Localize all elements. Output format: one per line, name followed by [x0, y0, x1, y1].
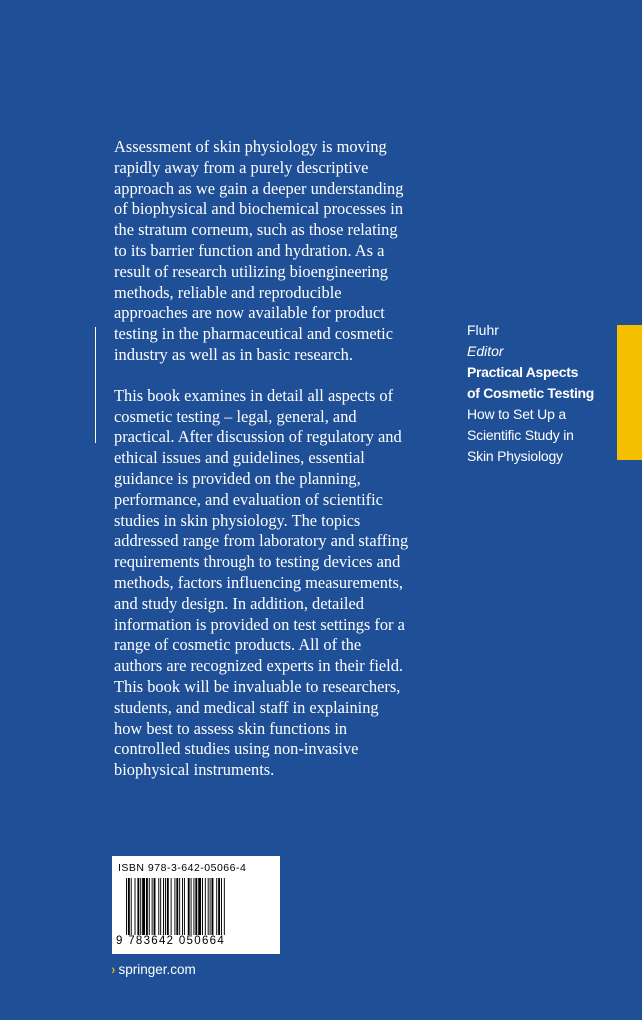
blurb-line: to its barrier function and hydration. As a [114, 240, 385, 260]
blurb-line: guidance is provided on the planning, [114, 468, 361, 488]
blurb-line: requirements through to testing devices and [114, 552, 401, 572]
blurb-line: how best to assess skin functions in [114, 718, 348, 738]
publisher-url: springer.com [118, 962, 196, 977]
vertical-divider [95, 327, 96, 443]
isbn-label: ISBN 978-3-642-05066-4 [118, 862, 247, 874]
blurb-line: approaches are now available for product [114, 303, 385, 323]
blurb-line: range of cosmetic products. All of the [114, 635, 362, 655]
chevron-right-icon: › [111, 962, 116, 977]
blurb-paragraph-2 [114, 386, 444, 781]
blurb-line: cosmetic testing – legal, general, and [114, 406, 357, 426]
book-subtitle-line-3: Skin Physiology [467, 448, 563, 464]
accent-tab [617, 325, 642, 460]
blurb-line: performance, and evaluation of scientific [114, 489, 383, 509]
author-name: Fluhr [467, 322, 499, 338]
blurb-line: of biophysical and biochemical processes in [114, 199, 404, 219]
blurb-line: rapidly away from a purely descriptive [114, 157, 369, 177]
blurb-line: practical. After discussion of regulatory and [114, 427, 402, 447]
blurb-line: students, and medical staff in explaining [114, 697, 379, 717]
blurb-line: industry as well as in basic research. [114, 344, 353, 364]
barcode-icon [126, 878, 266, 935]
blurb-line: ethical issues and guidelines, essential [114, 448, 365, 468]
barcode-digits: 9 783642 050664 [116, 935, 226, 947]
blurb-line: methods, reliable and reproducible [114, 282, 342, 302]
blurb-line: This book will be invaluable to researchers, [114, 676, 401, 696]
blurb-line: information is provided on test settings for a [114, 614, 405, 634]
publisher-link[interactable] [111, 962, 196, 977]
blurb-line: methods, factors influencing measurements, [114, 572, 404, 592]
blurb-line: and study design. In addition, detailed [114, 593, 364, 613]
book-subtitle-line-1: How to Set Up a [467, 406, 566, 422]
blurb-line: approach as we gain a deeper understanding [114, 178, 404, 198]
blurb-line: result of research utilizing bioengineering [114, 261, 388, 281]
blurb-line: Assessment of skin physiology is moving [114, 137, 387, 156]
book-subtitle-line-2: Scientific Study in [467, 427, 574, 443]
blurb-line: controlled studies using non-invasive [114, 739, 359, 759]
blurb-text [114, 137, 444, 801]
book-info-sidebar [467, 320, 617, 467]
isbn-barcode-box [112, 856, 280, 954]
blurb-line: This book examines in detail all aspects of [114, 385, 394, 405]
blurb-line: the stratum corneum, such as those relating [114, 220, 398, 240]
blurb-line: studies in skin physiology. The topics [114, 510, 361, 530]
author-role: Editor [467, 343, 504, 359]
blurb-line: authors are recognized experts in their field. [114, 656, 403, 676]
blurb-line: addressed range from laboratory and staffing [114, 531, 409, 551]
blurb-line: testing in the pharmaceutical and cosmetic [114, 324, 393, 344]
blurb-paragraph-1 [114, 137, 444, 366]
book-title-line-2: of Cosmetic Testing [467, 385, 595, 401]
blurb-line: biophysical instruments. [114, 760, 275, 780]
book-title-line-1: Practical Aspects [467, 364, 579, 380]
